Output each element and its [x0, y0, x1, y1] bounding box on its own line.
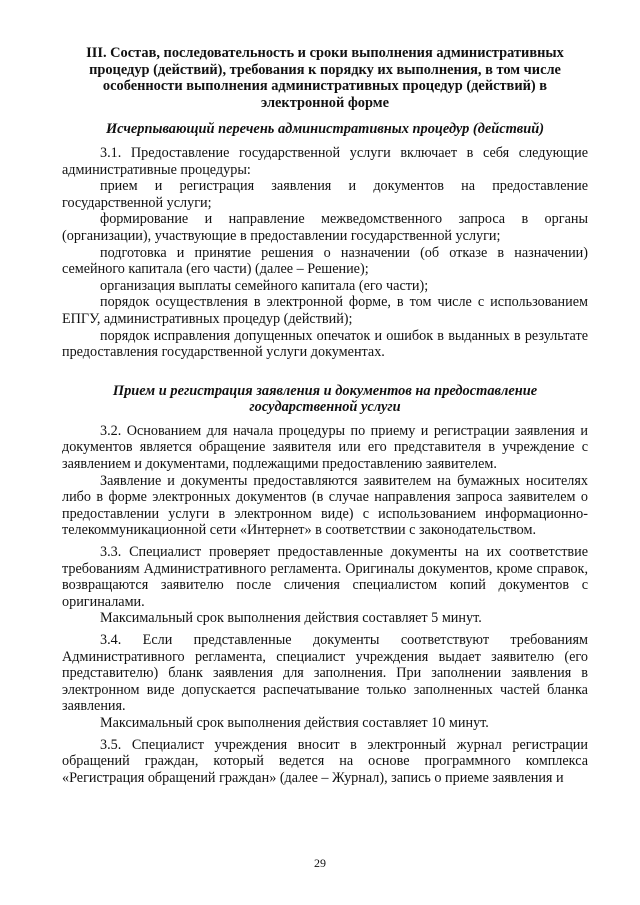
- paragraph-3-5: 3.5. Специалист учреждения вносит в электронный журнал регистрации обращений граждан, который ведется на основе программного комплекса «Регистрация обращений граждан» (далее – Журнал), запись о приеме заявления и: [62, 736, 588, 786]
- reception-section: [62, 423, 588, 786]
- list-item-payment: организация выплаты семейного капитала (его части);: [100, 277, 429, 294]
- paragraph-time-limit-10: Максимальный срок выполнения действия составляет 10 минут.: [100, 714, 489, 731]
- paragraph-documents-submission: Заявление и документы предоставляются заявителем на бумажных носителях либо в форме электронных документов (в случае направления запроса заявителем о предоставлении услуги в электронном виде) с использованием информационно-телекоммуникационной сети «Интернет» в соответствии с законодательством.: [62, 472, 588, 539]
- list-item-decision: подготовка и принятие решения о назначении (об отказе в назначении) семейного капитала (его части) (далее – Решение);: [62, 244, 588, 278]
- list-item-corrections: порядок исправления допущенных опечаток и ошибок в выданных в результате предоставления государственной услуги документах.: [62, 327, 588, 361]
- subsection-heading-procedures: Исчерпывающий перечень административных процедур (действий): [105, 121, 545, 138]
- paragraph-time-limit-5: Максимальный срок выполнения действия составляет 5 минут.: [100, 610, 482, 627]
- paragraph-3-2: 3.2. Основанием для начала процедуры по приему и регистрации заявления и документов является обращение заявителя или его представителя в учреждение с заявлением и документами, подлежащими предоставлению заявителем.: [62, 422, 588, 473]
- paragraph-3-1: 3.1. Предоставление государственной услуги включает в себя следующие административные процедуры:: [62, 144, 588, 178]
- procedures-list: [62, 145, 588, 361]
- list-item-electronic-form: порядок осуществления в электронной форме, в том числе с использованием ЕПГУ, административных процедур (действий);: [62, 294, 588, 327]
- list-item-interagency-request: формирование и направление межведомственного запроса в органы (организации), участвующие в предоставлении государственной услуги;: [62, 211, 588, 244]
- list-item-reception: прием и регистрация заявления и документов на предоставление государственной услуги;: [62, 178, 588, 211]
- section-heading: III. Состав, последовательность и сроки выполнения административных процедур (действий), требования к порядку их выполнения, в том числе особенности выполнения административных процедур (действий) в электронной форме: [86, 45, 564, 111]
- paragraph-3-3: 3.3. Специалист проверяет предоставленные документы на их соответствие требованиям Административного регламента. Оригиналы документов, кроме справок, возвращаются заявителю после сличения специалистом копий документов с оригиналами.: [62, 544, 588, 610]
- page-number: 29: [314, 856, 326, 870]
- subsection-heading-reception: Прием и регистрация заявления и документов на предоставление государственной услуги: [112, 382, 538, 416]
- paragraph-3-4: 3.4. Если представленные документы соответствуют требованиям Административного регламента, специалист учреждения выдает заявителю (его представителю) бланк заявления для заполнения. При заполнении заявления в электронном виде допускается распечатывание только заполненных частей бланка заявления.: [62, 632, 588, 715]
